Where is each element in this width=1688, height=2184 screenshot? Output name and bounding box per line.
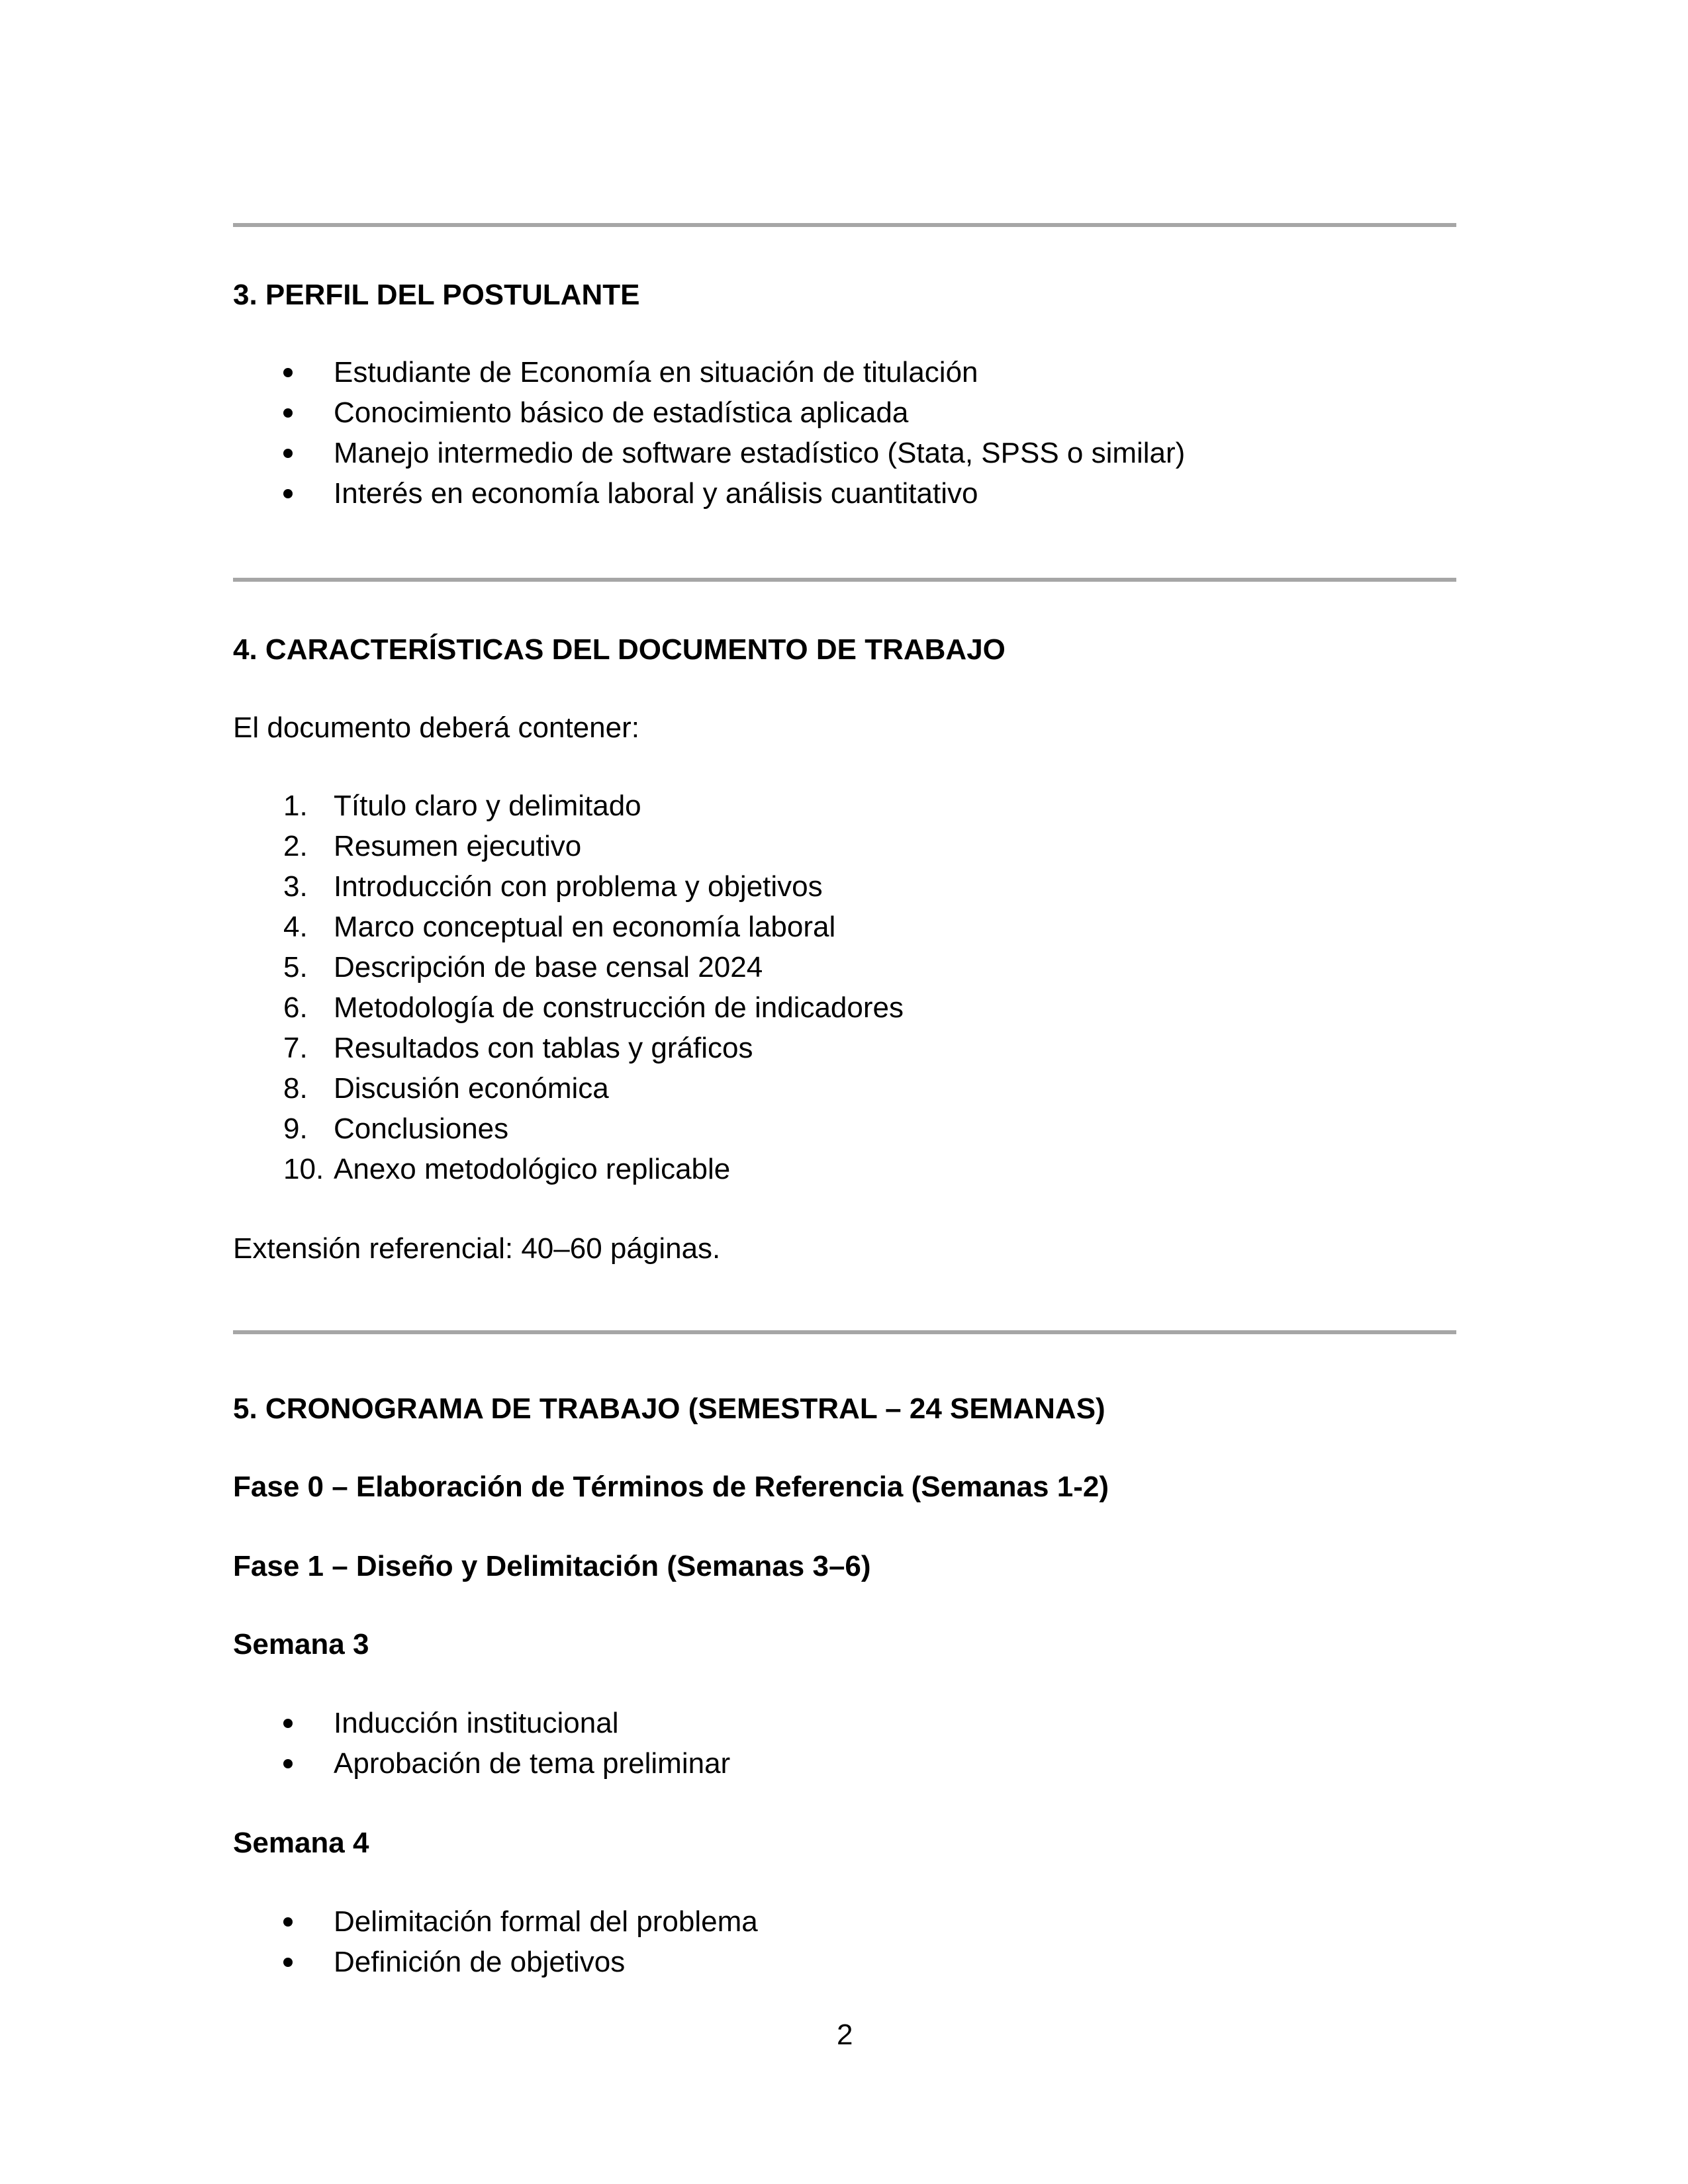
list-number: 8. — [283, 1072, 308, 1105]
list-number: 9. — [283, 1113, 308, 1145]
list-item: Resumen ejecutivo — [334, 830, 582, 862]
list-item: Metodología de construcción de indicadores — [334, 991, 904, 1024]
bullet-icon — [283, 449, 293, 458]
list-item: Introducción con problema y objetivos — [334, 870, 823, 903]
list-item: Delimitación formal del problema — [334, 1905, 758, 1938]
list-item: Título claro y delimitado — [334, 790, 641, 822]
section-divider-middle — [233, 578, 1456, 582]
week-3-heading: Semana 3 — [233, 1628, 369, 1661]
list-number: 7. — [283, 1032, 308, 1064]
list-item: Resultados con tablas y gráficos — [334, 1032, 753, 1064]
list-item: Discusión económica — [334, 1072, 609, 1105]
section-3-heading: 3. PERFIL DEL POSTULANTE — [233, 279, 640, 311]
bullet-icon — [283, 408, 293, 418]
section-4-intro: El documento deberá contener: — [233, 711, 639, 744]
list-number: 1. — [283, 790, 308, 822]
list-item: Interés en economía laboral y análisis cuantitativo — [334, 477, 978, 510]
phase-1-heading: Fase 1 – Diseño y Delimitación (Semanas 3–6) — [233, 1550, 871, 1582]
bullet-icon — [283, 1917, 293, 1927]
list-number: 5. — [283, 951, 308, 983]
list-number: 10. — [283, 1153, 324, 1185]
section-4-extension: Extensión referencial: 40–60 páginas. — [233, 1232, 721, 1265]
bullet-icon — [283, 489, 293, 498]
list-number: 2. — [283, 830, 308, 862]
list-item: Descripción de base censal 2024 — [334, 951, 763, 983]
list-item: Anexo metodológico replicable — [334, 1153, 731, 1185]
list-number: 6. — [283, 991, 308, 1024]
section-5-heading: 5. CRONOGRAMA DE TRABAJO (SEMESTRAL – 24 SEMANAS) — [233, 1392, 1105, 1425]
list-item: Conocimiento básico de estadística aplicada — [334, 396, 909, 429]
section-divider-bottom — [233, 1330, 1456, 1334]
list-item: Manejo intermedio de software estadístico (Stata, SPSS o similar) — [334, 437, 1186, 469]
list-item: Definición de objetivos — [334, 1946, 626, 1978]
section-divider-top — [233, 223, 1456, 227]
phase-0-heading: Fase 0 – Elaboración de Términos de Referencia (Semanas 1-2) — [233, 1471, 1109, 1503]
section-4-heading: 4. CARACTERÍSTICAS DEL DOCUMENTO DE TRABAJO — [233, 633, 1006, 666]
bullet-icon — [283, 368, 293, 377]
page-number: 2 — [837, 2019, 853, 2051]
list-item: Conclusiones — [334, 1113, 509, 1145]
list-item: Aprobación de tema preliminar — [334, 1747, 731, 1780]
bullet-icon — [283, 1719, 293, 1728]
bullet-icon — [283, 1759, 293, 1768]
week-4-heading: Semana 4 — [233, 1827, 369, 1859]
list-number: 3. — [283, 870, 308, 903]
bullet-icon — [283, 1958, 293, 1967]
list-item: Marco conceptual en economía laboral — [334, 911, 836, 943]
list-number: 4. — [283, 911, 308, 943]
list-item: Inducción institucional — [334, 1707, 619, 1739]
list-item: Estudiante de Economía en situación de titulación — [334, 356, 978, 388]
